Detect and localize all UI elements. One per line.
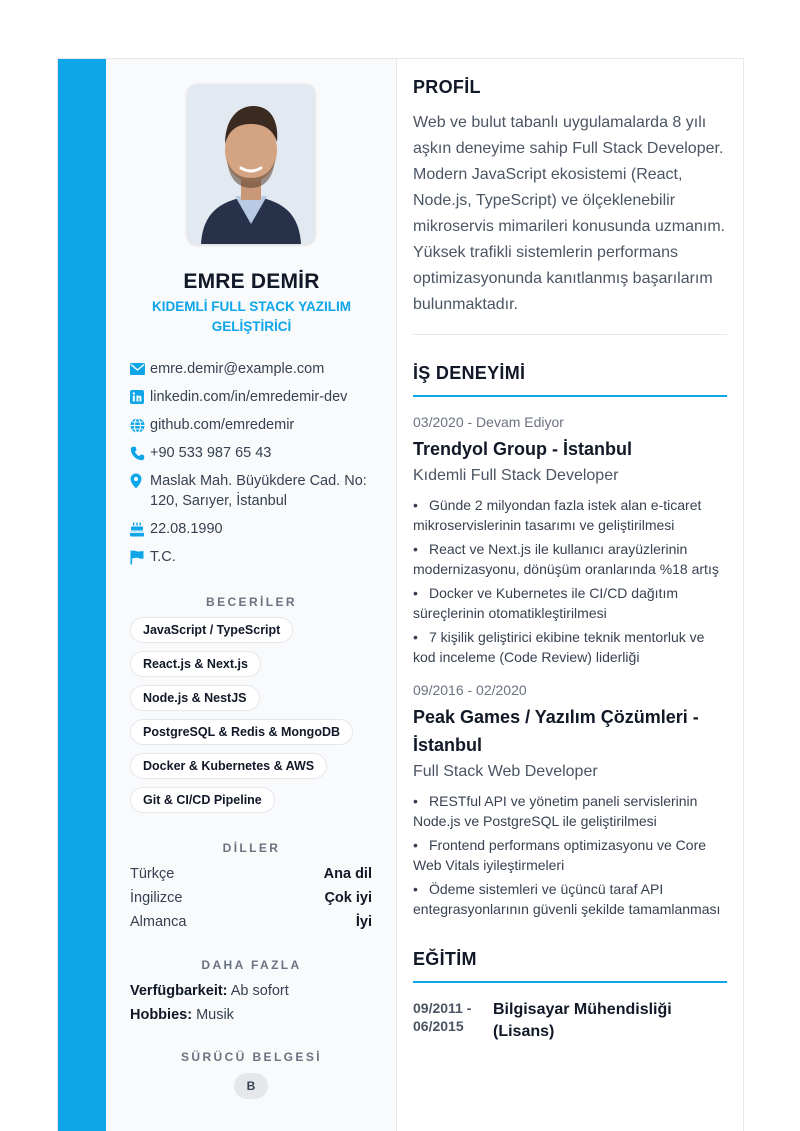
job-entry — [413, 413, 727, 667]
skill-chip: PostgreSQL & Redis & MongoDB — [130, 719, 353, 745]
job-role: Full Stack Web Developer — [413, 763, 598, 780]
job-bullets — [413, 495, 727, 667]
job-bullets — [413, 791, 727, 919]
language-name: Almanca — [130, 914, 187, 930]
person-name: EMRE DEMİR — [183, 270, 320, 293]
contact-phone[interactable] — [130, 443, 375, 463]
resume-page — [57, 58, 744, 1131]
skill-chip: Node.js & NestJS — [130, 685, 260, 711]
languages-heading: DİLLER — [222, 841, 281, 855]
job-bullet: • Docker ve Kubernetes ile CI/CD dağıtım süreçlerinin otomatikleştirilmesi — [413, 585, 678, 621]
contact-list — [130, 359, 375, 575]
license-heading: SÜRÜCÜ BELGESİ — [181, 1050, 322, 1064]
linkedin-icon — [130, 387, 150, 407]
job-bullet: • React ve Next.js ile kullanıcı arayüzlerinin modernizasyonu, dönüşüm oranlarında %18 artış — [413, 541, 719, 577]
language-row — [130, 862, 372, 886]
more-label: Hobbies: — [130, 1007, 193, 1023]
language-level: Ana dil — [323, 866, 372, 882]
more-row — [130, 1003, 375, 1027]
profile-text: Web ve bulut tabanlı uygulamalarda 8 yılı aşkın deneyime sahip Full Stack Developer. Modern JavaScript ekosistemi (React, Node.js, TypeScript) ve ölçeklenebilir mikroservis mimarileri konusunda uzmanım. Yüksek trafikli sistemlerin performans optimizasyonunda kanıtlanmış başarılarım bulunmaktadır. — [413, 114, 726, 313]
job-bullet: • 7 kişilik geliştirici ekibine teknik mentorluk ve kod inceleme (Code Review) liderliği — [413, 629, 705, 665]
contact-text: github.com/emredemir — [150, 417, 295, 433]
contact-address — [130, 471, 375, 511]
contact-nationality — [130, 547, 375, 567]
language-list — [130, 862, 372, 934]
language-level: İyi — [355, 914, 372, 930]
license-badge: B — [234, 1073, 268, 1099]
skills-list — [130, 617, 380, 821]
phone-icon — [130, 443, 150, 463]
profile-heading: PROFİL — [413, 77, 481, 97]
contact-github[interactable] — [130, 415, 375, 435]
skills-heading: BECERİLER — [206, 595, 297, 609]
more-heading: DAHA FAZLA — [201, 958, 302, 972]
skill-chip: React.js & Next.js — [130, 651, 261, 677]
skill-chip: JavaScript / TypeScript — [130, 617, 293, 643]
education-heading: EĞİTİM — [413, 949, 477, 969]
envelope-icon — [130, 359, 150, 379]
job-company: Trendyol Group - İstanbul — [413, 439, 633, 459]
language-level: Çok iyi — [324, 890, 372, 906]
section-underline — [413, 395, 727, 397]
language-row — [130, 886, 372, 910]
language-row — [130, 910, 372, 934]
contact-text: +90 533 987 65 43 — [150, 445, 272, 461]
profile-photo — [187, 84, 315, 244]
education-title: Bilgisayar Mühendisliği (Lisans) — [493, 1001, 672, 1040]
education-date: 09/2011 - 06/2015 — [413, 1000, 472, 1034]
contact-text: Maslak Mah. Büyükdere Cad. No: 120, Sarıyer, İstanbul — [150, 473, 367, 509]
more-value: Musik — [196, 1007, 234, 1023]
flag-icon — [130, 547, 150, 567]
job-bullet: • RESTful API ve yönetim paneli servislerinin Node.js ve PostgreSQL ile geliştirilmesi — [413, 793, 698, 829]
language-name: Türkçe — [130, 866, 175, 882]
person-title: KIDEMLİ FULL STACK YAZILIM GELİŞTİRİCİ — [152, 299, 351, 334]
job-bullet: • Ödeme sistemleri ve üçüncü taraf API entegrasyonlarının güvenli şekilde tamamlanması — [413, 881, 721, 917]
skill-chip: Git & CI/CD Pipeline — [130, 787, 275, 813]
divider — [413, 334, 727, 335]
contact-text: T.C. — [150, 549, 176, 565]
more-row — [130, 979, 375, 1003]
map-pin-icon — [130, 471, 150, 491]
birthday-cake-icon — [130, 519, 150, 539]
contact-birthdate — [130, 519, 375, 539]
contact-email[interactable] — [130, 359, 375, 379]
contact-linkedin[interactable] — [130, 387, 375, 407]
job-bullet: • Frontend performans optimizasyonu ve Core Web Vitals iyileştirmeleri — [413, 837, 707, 873]
job-entry — [413, 681, 727, 919]
more-list — [130, 979, 375, 1027]
job-role: Kıdemli Full Stack Developer — [413, 467, 619, 484]
more-value: Ab sofort — [230, 983, 289, 999]
job-company: Peak Games / Yazılım Çözümleri - İstanbul — [413, 707, 699, 755]
globe-icon — [130, 415, 150, 435]
job-date: 03/2020 - Devam Ediyor — [413, 414, 564, 430]
main-content — [397, 59, 743, 1131]
skill-chip: Docker & Kubernetes & AWS — [130, 753, 327, 779]
contact-text: emre.demir@example.com — [150, 361, 325, 377]
accent-bar — [58, 59, 106, 1131]
more-label: Verfügbarkeit: — [130, 983, 228, 999]
job-bullet: • Günde 2 milyondan fazla istek alan e-ticaret mikroservislerinin tasarımı ve geliştirilmesi — [413, 497, 702, 533]
sidebar — [106, 59, 397, 1131]
job-date: 09/2016 - 02/2020 — [413, 682, 527, 698]
education-entry — [413, 999, 727, 1043]
portrait-image — [187, 84, 315, 244]
section-underline — [413, 981, 727, 983]
language-name: İngilizce — [130, 890, 183, 906]
contact-text: 22.08.1990 — [150, 521, 223, 537]
contact-text: linkedin.com/in/emredemir-dev — [150, 389, 348, 405]
experience-heading: İŞ DENEYİMİ — [413, 363, 526, 383]
